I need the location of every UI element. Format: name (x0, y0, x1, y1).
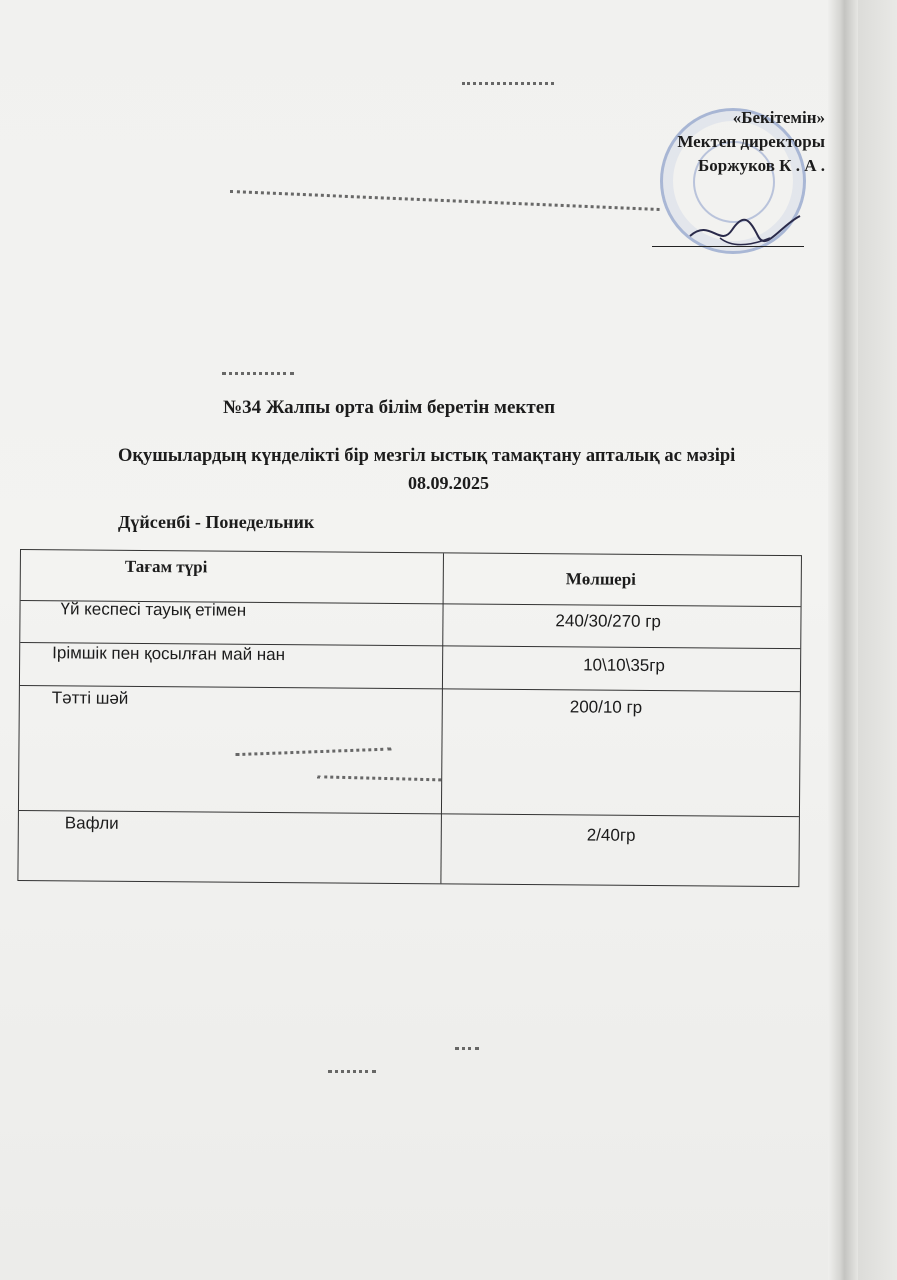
menu-table (17, 549, 802, 887)
header-dish-type: Тағам түрі (124, 556, 208, 577)
dish-name: Үй кеспесі тауық етімен (60, 599, 247, 620)
dish-amount: 2/40гр (586, 825, 636, 845)
redaction-mark (317, 775, 441, 785)
weekday-heading: Дүйсенбі - Понедельник (118, 512, 315, 532)
school-title: №34 Жалпы орта білім беретін мектеп (223, 397, 556, 418)
redaction-mark (455, 1047, 479, 1054)
approval-role: Мектеп директоры (677, 132, 825, 151)
menu-title: Оқушылардың күнделікті бір мезгіл ыстық тамақтану апталық ас мәзірі (118, 446, 736, 466)
dish-amount: 10\10\35гр (583, 655, 666, 676)
dish-amount: 200/10 гр (569, 697, 643, 717)
signature-line (652, 246, 804, 247)
dish-name: Тәтті шәй (51, 688, 129, 708)
redaction-mark (235, 748, 391, 761)
approval-block (600, 108, 835, 268)
header-amount: Мөлшері (565, 569, 637, 589)
redaction-mark (222, 372, 294, 379)
table-row (19, 810, 799, 817)
signature (650, 208, 810, 258)
redaction-mark (462, 82, 554, 89)
background-surface (858, 0, 897, 1280)
dish-name: Вафли (64, 813, 119, 833)
dish-name: Ірімшік пен қосылған май нан (52, 643, 286, 665)
redaction-mark (328, 1070, 376, 1077)
approval-title: «Бекітемін» (732, 108, 825, 127)
director-name: Боржуков К . А . (698, 156, 825, 175)
dish-amount: 240/30/270 гр (555, 611, 661, 632)
table-row (20, 685, 800, 692)
menu-date: 08.09.2025 (408, 473, 489, 493)
